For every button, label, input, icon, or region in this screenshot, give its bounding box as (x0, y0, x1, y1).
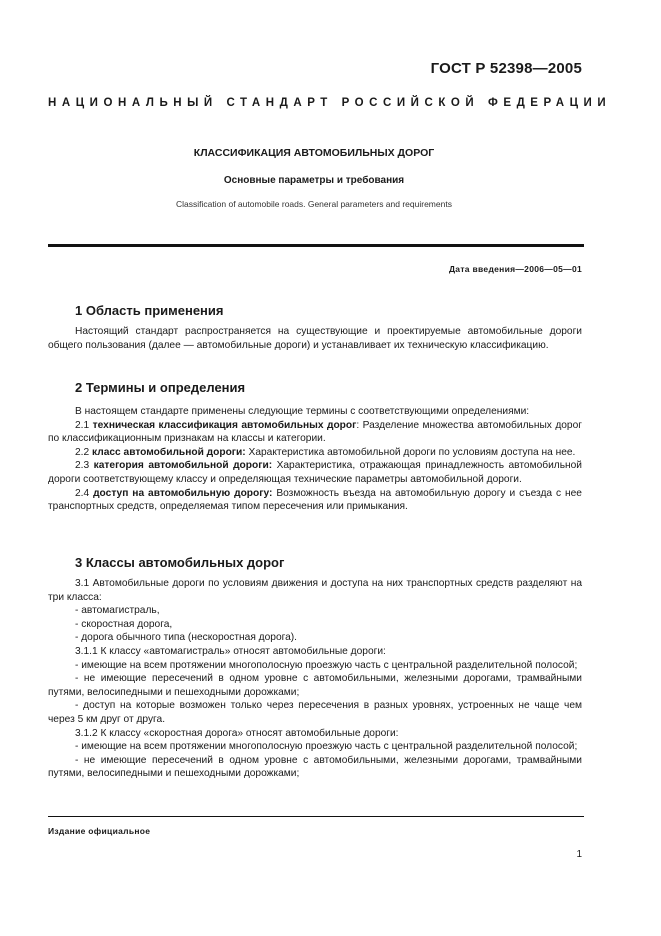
edition-note: Издание официальное (48, 826, 151, 836)
terms-intro: В настоящем стандарте применены следующие термины с соответствующими определениями: (75, 406, 530, 417)
document-number: ГОСТ Р 52398—2005 (430, 60, 582, 77)
english-title: Classification of automobile roads. General parameters and requirements (176, 199, 452, 209)
term-definition: Характеристика автомобильной дороги по условиям доступа на нее. (245, 446, 576, 458)
term-number: 2.1 (75, 419, 90, 431)
term-name: категория автомобильной дороги: (93, 460, 273, 472)
section-heading-classes: 3 Классы автомобильных дорог (75, 555, 285, 570)
list-item: - доступ на которые возможен только через пересечения в разных уровнях, устроенных не чаще чем через 5 км друг от друга. (48, 700, 582, 725)
section-heading-terms: 2 Термины и определения (75, 380, 246, 395)
list-item: - не имеющие пересечений в одном уровне с автомобильными, железными дорогами, трамвайными путями, велосипедными и пешеходными дорожками; (48, 754, 582, 780)
term-2-2 (48, 446, 582, 460)
scope-paragraph: Настоящий стандарт распространяется на существующие и проектируемые автомобильные дороги общего пользования (далее — автомобильные дороги) и устанавливает их техническую классификацию. (48, 326, 582, 351)
classes-paragraph: 3.1.1 К классу «автомагистраль» относят автомобильные дороги: (75, 645, 386, 657)
term-definition: Характеристика, отражающая принадлежность автомобильной дороги соответствующему классу и определяющая технические параметры автомобильной дороги. (48, 460, 582, 485)
term-definition: : Разделение множества автомобильных дорог по классификационным признакам на классы и категории. (48, 419, 582, 445)
list-item: - дорога обычного типа (нескоростная дорога). (75, 632, 298, 644)
term-2-3 (48, 459, 582, 486)
list-item: - автомагистраль, (75, 605, 160, 617)
list-item: - имеющие на всем протяжении многополосную проезжую часть с центральной разделительной полосой; (75, 741, 578, 753)
terms-section (48, 405, 582, 514)
header-divider (48, 244, 584, 247)
list-item: - не имеющие пересечений в одном уровне с автомобильными, железными дорогами, трамвайными путями, велосипедными и пешеходными дорожками; (48, 673, 582, 698)
footer-divider (48, 816, 584, 817)
term-name: доступ на автомобильную дорогу: (93, 487, 273, 499)
term-definition: Возможность въезда на автомобильную дорогу и съезда с нее транспортных средств, определяемая типом пересечения или примыкания. (48, 487, 582, 513)
document-subtitle: Основные параметры и требования (223, 175, 405, 186)
national-standard-banner: НАЦИОНАЛЬНЫЙ СТАНДАРТ РОССИЙСКОЙ ФЕДЕРАЦИИ (48, 97, 612, 109)
classes-section (48, 577, 582, 781)
document-title: КЛАССИФИКАЦИЯ АВТОМОБИЛЬНЫХ ДОРОГ (193, 147, 435, 159)
effective-date: Дата введения—2006—05—01 (448, 264, 582, 274)
term-number: 2.3 (75, 460, 90, 472)
term-name: техническая классификация автомобильных дорог (92, 419, 357, 431)
term-number: 2.4 (75, 487, 90, 499)
term-name: класс автомобильной дороги: (92, 446, 246, 458)
term-2-4 (48, 487, 582, 514)
term-number: 2.2 (75, 446, 90, 458)
classes-paragraph: 3.1 Автомобильные дороги по условиям движения и доступа на них транспортных средств разделяют на три класса: (48, 578, 582, 603)
list-item: - имеющие на всем протяжении многополосную проезжую часть с центральной разделительной полосой; (75, 659, 578, 671)
term-2-1 (48, 419, 582, 446)
section-heading-scope: 1 Область применения (75, 303, 224, 318)
page-number: 1 (576, 849, 582, 860)
classes-paragraph: 3.1.2 К классу «скоростная дорога» относят автомобильные дороги: (75, 727, 399, 739)
list-item: - скоростная дорога, (75, 618, 173, 630)
